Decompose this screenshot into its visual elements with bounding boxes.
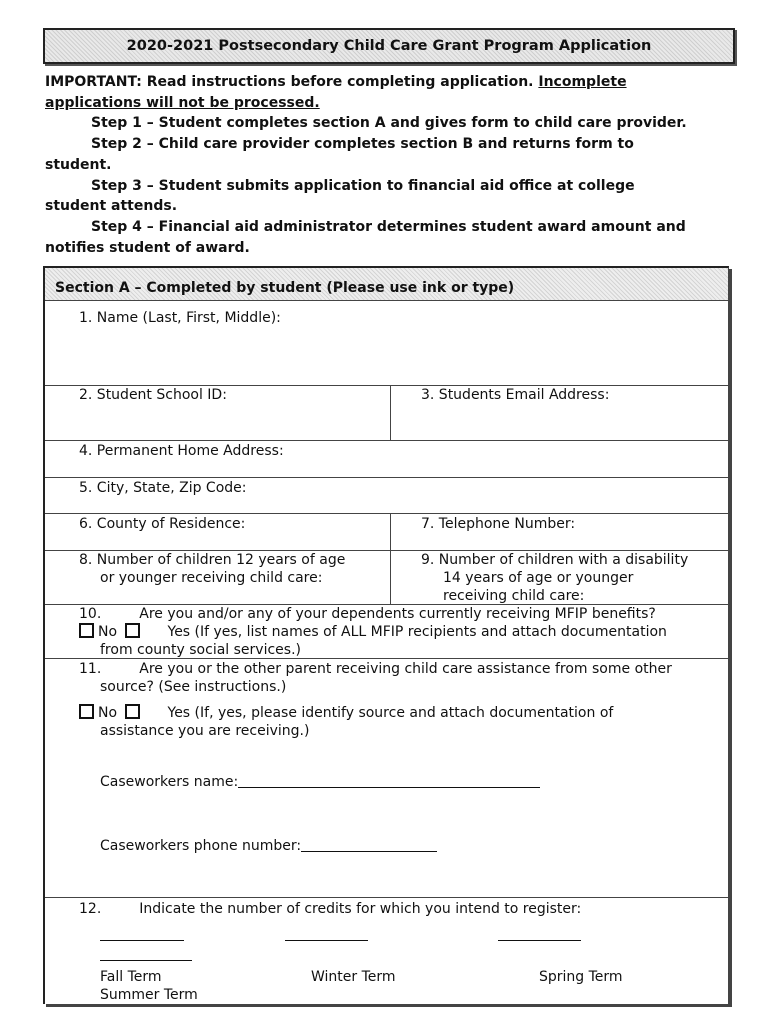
email-field[interactable]: 3. Students Email Address: (421, 387, 610, 403)
q10-yes-checkbox[interactable] (125, 623, 140, 638)
section-a (43, 266, 729, 1004)
form-title-box (43, 28, 735, 64)
divider (45, 477, 728, 478)
q10-no-checkbox[interactable] (79, 623, 94, 638)
county-field[interactable]: 6. County of Residence: (79, 516, 246, 532)
divider (45, 440, 728, 441)
q11-options: No Yes (If, yes, please identify source and attach documentation of assistance you are receiving.) (79, 704, 613, 740)
instructions (45, 72, 745, 258)
column-divider (390, 385, 391, 440)
q10-options: No Yes (If yes, list names of ALL MFIP recipients and attach documentation from county social services.) (79, 623, 667, 659)
name-field[interactable]: 1. Name (Last, First, Middle): (79, 310, 281, 326)
children-12-field[interactable]: 8. Number of children 12 years of age or younger receiving child care: (79, 552, 346, 586)
important-notice: IMPORTANT: Read instructions before completing application. Incomplete applications will not be processed. (45, 74, 627, 111)
divider (45, 897, 728, 898)
q12-question: 12. Indicate the number of credits for which you intend to register: (79, 901, 582, 917)
step-4-cont: notifies student of award. (45, 239, 250, 256)
step-2: Step 2 – Child care provider completes section B and returns form to (91, 136, 634, 153)
q10-question: 10. Are you and/or any of your dependents currently receiving MFIP benefits? (79, 606, 656, 622)
step-2-cont: student. (45, 156, 112, 173)
spring-credits-line[interactable] (498, 940, 581, 941)
divider (45, 513, 728, 514)
caseworker-phone-field[interactable]: Caseworkers phone number: (100, 837, 437, 855)
spring-term-label: Spring Term (539, 969, 623, 985)
fall-credits-line[interactable] (100, 940, 184, 941)
fall-term-label: Fall Term (100, 969, 162, 985)
q11-no-checkbox[interactable] (79, 704, 94, 719)
winter-term-label: Winter Term (311, 969, 396, 985)
q11-question: 11. Are you or the other parent receiving child care assistance from some other source? (See instructions.) (79, 661, 672, 695)
step-3: Step 3 – Student submits application to financial aid office at college (91, 177, 635, 194)
column-divider (390, 513, 391, 604)
step-4: Step 4 – Financial aid administrator determines student award amount and (91, 218, 686, 235)
caseworker-phone-line[interactable] (301, 837, 437, 852)
city-state-zip-field[interactable]: 5. City, State, Zip Code: (79, 480, 247, 496)
form-title: 2020-2021 Postsecondary Child Care Grant Program Application (126, 38, 652, 54)
home-address-field[interactable]: 4. Permanent Home Address: (79, 443, 284, 459)
caseworker-name-line[interactable] (238, 773, 540, 788)
telephone-field[interactable]: 7. Telephone Number: (421, 516, 576, 532)
summer-term-label: Summer Term (100, 987, 198, 1003)
winter-credits-line[interactable] (285, 940, 368, 941)
school-id-field[interactable]: 2. Student School ID: (79, 387, 227, 403)
summer-credits-line[interactable] (100, 960, 192, 961)
caseworker-name-field[interactable]: Caseworkers name: (100, 773, 540, 791)
q11-yes-checkbox[interactable] (125, 704, 140, 719)
step-3-cont: student attends. (45, 198, 178, 215)
section-a-header: Section A – Completed by student (Please use ink or type) (45, 268, 728, 301)
step-1: Step 1 – Student completes section A and gives form to child care provider. (91, 115, 687, 132)
children-disability-field[interactable]: 9. Number of children with a disability 14 years of age or younger receiving child care: (421, 552, 689, 604)
